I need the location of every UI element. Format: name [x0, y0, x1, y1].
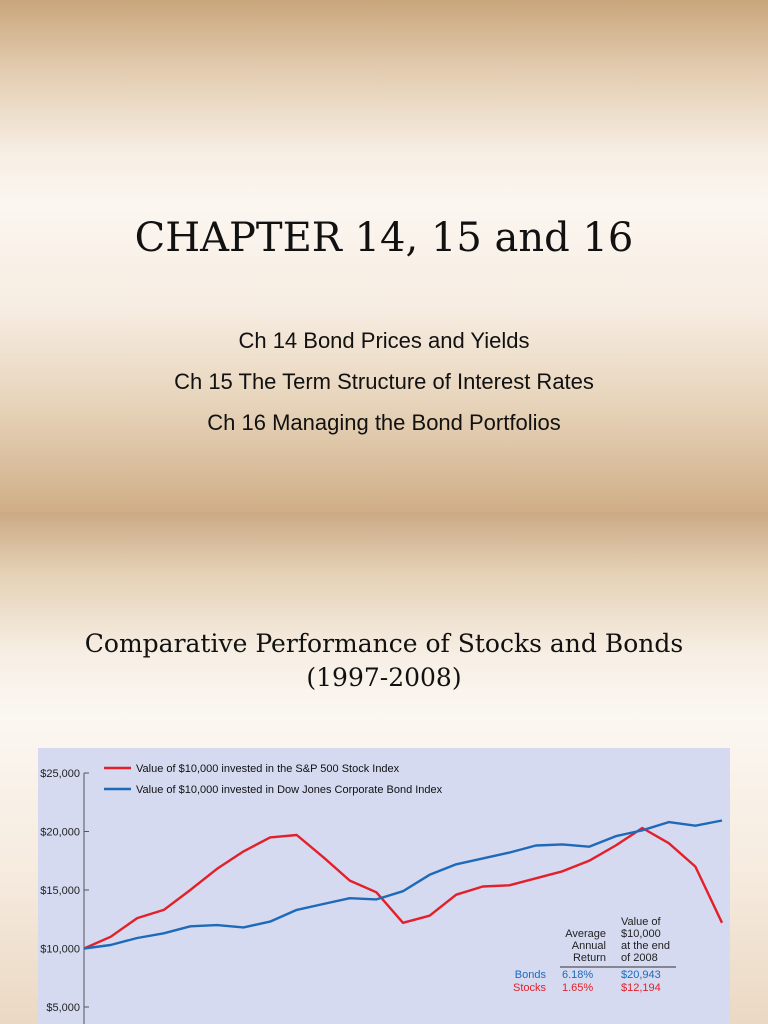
chapter-16-line: Ch 16 Managing the Bond Portfolios: [207, 410, 561, 435]
table-row-name: Bonds: [514, 969, 546, 981]
table-header-return: Return: [572, 952, 606, 964]
y-tick-label: $5,000: [46, 1002, 80, 1014]
chapter-title: CHAPTER 14, 15 and 16: [134, 215, 634, 261]
table-header-return: Average: [565, 928, 606, 940]
table-header-value: $10,000: [621, 928, 661, 940]
chapter-14-line: Ch 14 Bond Prices and Yields: [238, 328, 530, 353]
table-row-return: 6.18%: [562, 969, 594, 981]
table-row-return: 1.65%: [562, 982, 594, 994]
y-axis: [40, 768, 89, 1024]
table-header-value: at the end: [621, 940, 670, 952]
performance-chart: [38, 748, 730, 1024]
table-row-value: $20,943: [621, 969, 661, 981]
y-tick-label: $10,000: [40, 943, 80, 956]
slide-title-line1: Comparative Performance of Stocks and Bonds: [84, 629, 684, 658]
legend-entry: Value of $10,000 invested in the S&P 500 Stock Index: [136, 763, 400, 775]
y-tick-label: $20,000: [40, 826, 80, 839]
slide-title-line2: (1997-2008): [306, 663, 462, 692]
legend-entry: Value of $10,000 invested in Dow Jones Corporate Bond Index: [136, 784, 443, 796]
table-header-value: of 2008: [621, 952, 658, 964]
legend: [104, 763, 443, 796]
table-row-value: $12,194: [621, 982, 661, 994]
table-header-return: Annual: [571, 940, 606, 952]
table-header-value: Value of: [621, 916, 661, 928]
y-tick-label: $25,000: [40, 768, 80, 780]
chart-canvas: [38, 748, 730, 1024]
chapter-15-line: Ch 15 The Term Structure of Interest Rates: [174, 369, 594, 394]
comparative-performance-slide: [0, 512, 768, 1024]
y-tick-label: $15,000: [40, 885, 80, 897]
table-row-name: Stocks: [512, 982, 546, 994]
returns-table: [513, 916, 676, 994]
slide-title: [0, 627, 768, 695]
